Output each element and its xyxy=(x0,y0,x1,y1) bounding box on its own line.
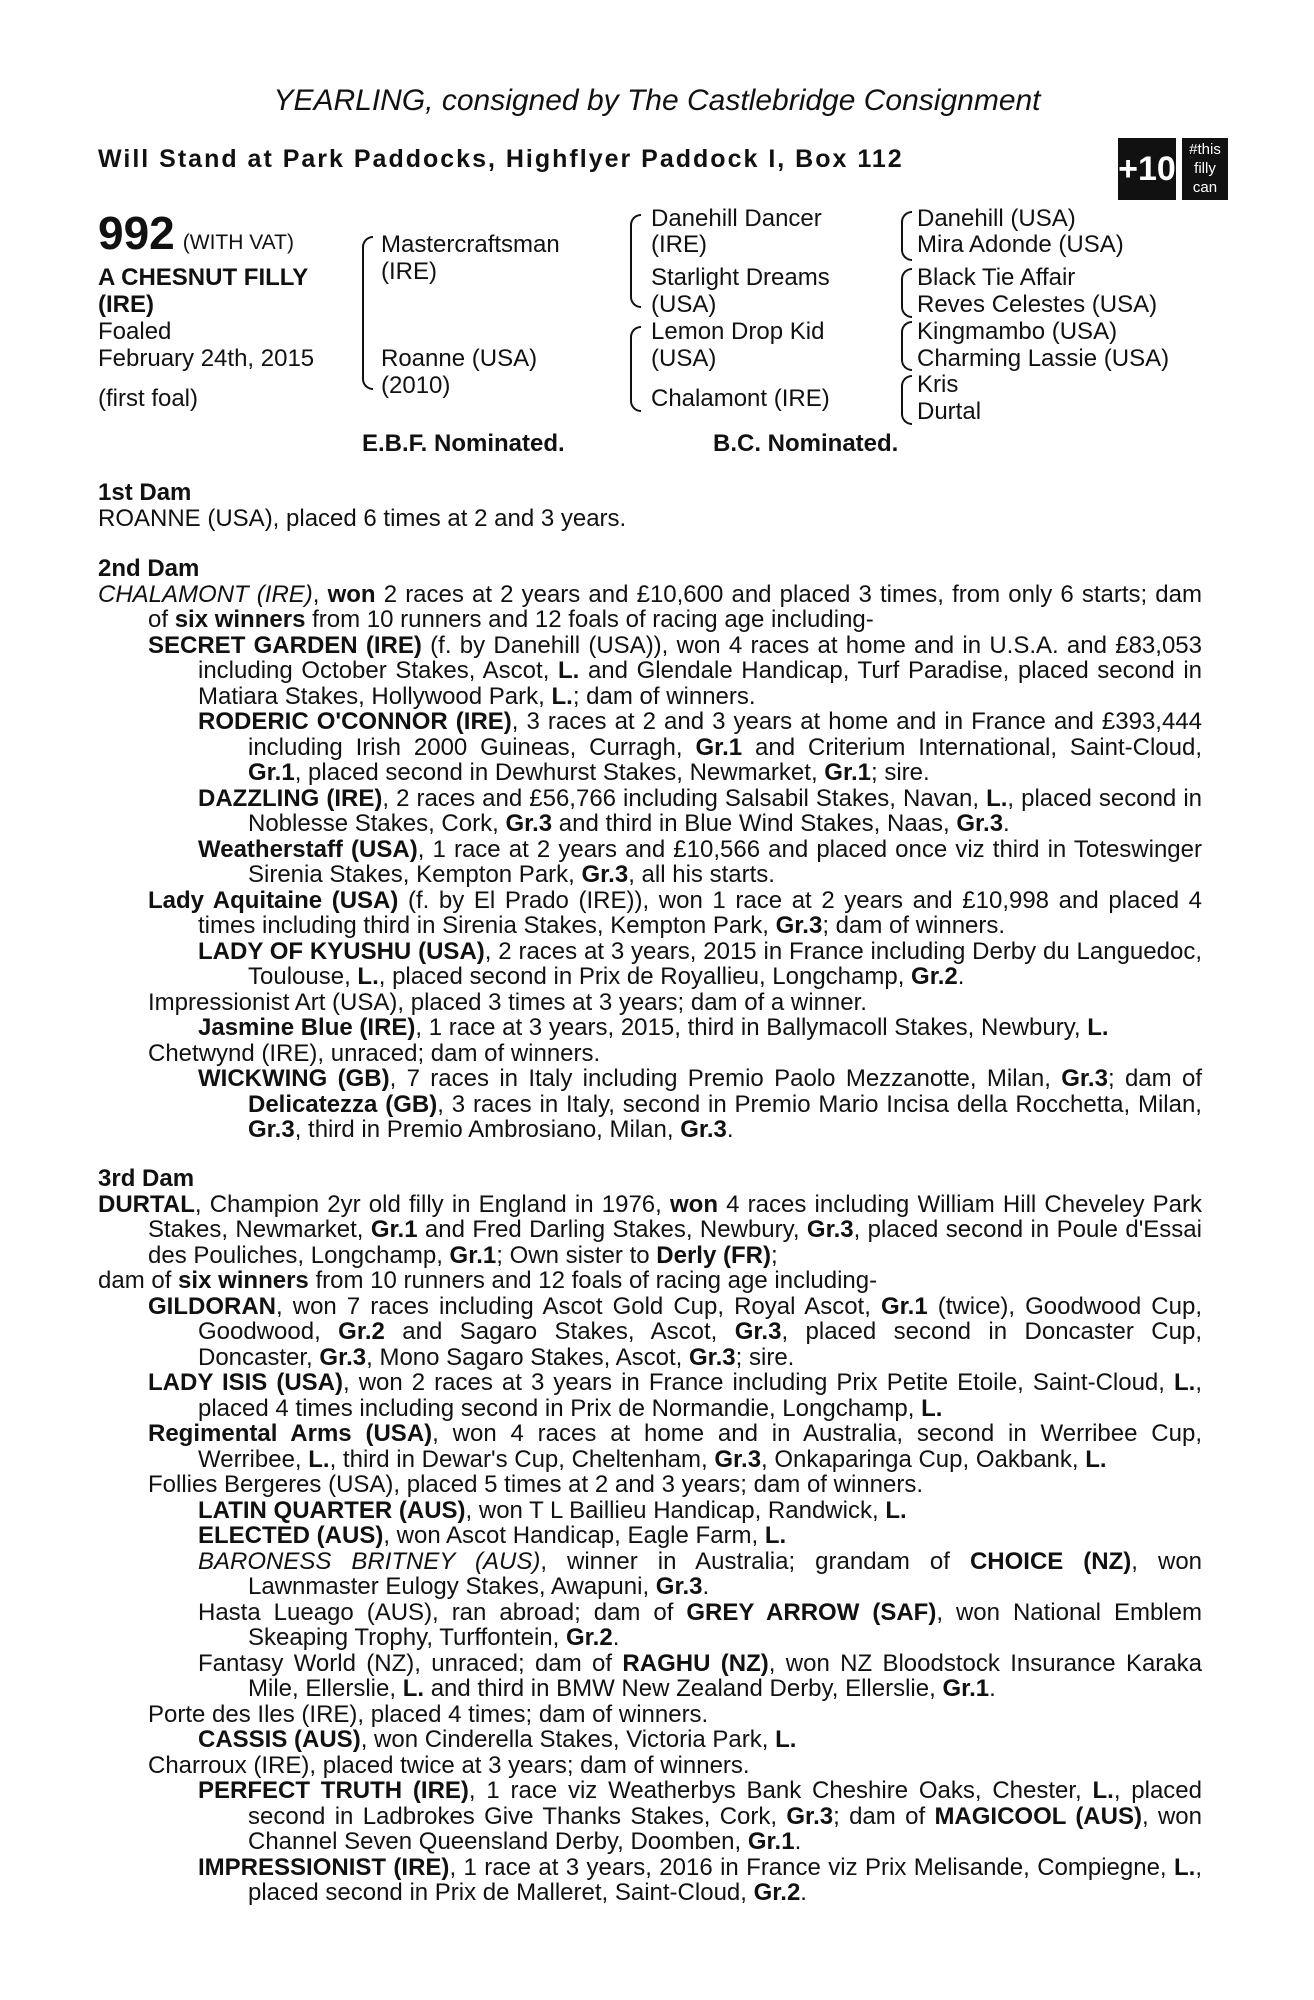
first-dam-text: ROANNE (USA), placed 6 times at 2 and 3 years. xyxy=(98,504,627,532)
third-dam-entry-text: L. xyxy=(308,1445,330,1473)
third-dam-entry-text: Fantasy World (NZ), unraced; dam of xyxy=(198,1649,623,1677)
third-dam-entry-text: MAGICOOL (AUS) xyxy=(934,1802,1142,1830)
third-dam-entry-text: 4 races including William Hill Cheveley Park Stakes, Newmarket, xyxy=(148,1190,1203,1243)
second-dam-entry xyxy=(98,633,1202,710)
hashtag-line-1: #this xyxy=(1189,141,1221,158)
second-dam-entry-text: Gr.3 xyxy=(581,861,629,888)
third-dam-entry-text: , Onkaparinga Cup, Oakbank, xyxy=(761,1445,1086,1473)
dam-year: (2010) xyxy=(381,372,451,399)
third-dam-entry-text: GILDORAN xyxy=(148,1292,276,1320)
gg-4a: Kris xyxy=(917,371,959,398)
third-dam-entry-text: LADY ISIS (USA) xyxy=(148,1369,343,1396)
second-dam-entry-text: Jasmine Blue (IRE) xyxy=(198,1014,416,1041)
second-dam-entry xyxy=(98,939,1202,990)
sire-dam-name: Starlight Dreams xyxy=(651,264,830,291)
second-dam-entry-text: , 3 races at 2 and 3 years at home and in France and £393,444 including Irish 2000 Guineas, Curragh, xyxy=(248,708,1203,761)
third-dam-entry-text: Porte des Iles (IRE), placed 4 times; dam of winners. xyxy=(148,1700,709,1728)
second-dam-entry-text: and third in Blue Wind Stakes, Naas, xyxy=(552,810,957,837)
stand-location: Will Stand at Park Paddocks, Highflyer Paddock I, Box 112 xyxy=(98,145,904,173)
third-dam-entry-text: , won Lawnmaster Eulogy Stakes, Awapuni, xyxy=(248,1547,1203,1600)
second-dam-entry-text: , xyxy=(312,580,320,608)
hashtag-line-2: filly xyxy=(1194,160,1216,177)
third-dam-entry-text: Charroux (IRE), placed twice at 3 years; dam of winners. xyxy=(148,1751,750,1779)
third-dam-entry-text: L. xyxy=(1174,1369,1196,1396)
second-dam-heading: 2nd Dam xyxy=(98,555,200,582)
third-dam-entry-text: ; Own sister to xyxy=(496,1241,657,1269)
second-dam-entry-text: L. xyxy=(558,657,580,684)
third-dam-entry-text: . xyxy=(800,1879,807,1906)
gg-brace-4 xyxy=(901,375,912,425)
third-dam-entry-text: L. xyxy=(1092,1777,1114,1804)
second-dam-entry-text: Gr.1 xyxy=(248,759,295,786)
first-dam-section xyxy=(98,480,1202,531)
third-dam-entry xyxy=(98,1727,1202,1753)
second-dam-entry-text: , 7 races in Italy including Premio Paolo Mezzanotte, Milan, xyxy=(389,1065,1062,1092)
third-dam-entry-text: , won NZ Bloodstock Insurance Karaka Mile, Ellerslie, xyxy=(248,1649,1202,1702)
third-dam-entry xyxy=(98,1549,1202,1600)
third-dam-entry-text: , 1 race at 3 years, 2016 in France viz Prix Melisande, Compiegne, xyxy=(449,1853,1175,1881)
third-dam-entry-text: Follies Bergeres (USA), placed 5 times at 2 and 3 years; dam of winners. xyxy=(148,1471,924,1498)
second-dam-entry xyxy=(98,990,1202,1016)
second-dam-entry-text: L. xyxy=(1087,1014,1109,1041)
gg-3b: Charming Lassie (USA) xyxy=(917,345,1170,372)
second-dam-entry-text: RODERIC O'CONNOR (IRE) xyxy=(198,708,512,735)
page-header: YEARLING, consigned by The Castlebridge Consignment xyxy=(273,84,1041,117)
third-dam-entry-text: Gr.1 xyxy=(449,1241,497,1269)
third-dam-entry-text: won xyxy=(670,1190,718,1218)
second-dam-entry-text: DAZZLING (IRE) xyxy=(198,784,383,812)
third-dam-entry-text: , placed 4 times including second in Prix de Normandie, Longchamp, xyxy=(198,1369,1202,1422)
second-dam-entry-text: (f. by Danehill (USA)), won 4 races at home and in U.S.A. and £83,053 including October Stakes, Ascot, xyxy=(198,631,1202,684)
gg-2a: Black Tie Affair xyxy=(917,264,1076,291)
second-dam-entry xyxy=(98,786,1202,837)
third-dam-entry-text: Hasta Lueago (AUS), ran abroad; dam of xyxy=(198,1598,687,1626)
third-dam-entry xyxy=(98,1472,1202,1498)
second-dam-entry-text: . xyxy=(957,963,965,990)
gg-1b: Mira Adonde (USA) xyxy=(917,231,1124,258)
second-dam-entry-text: (f. by El Prado (IRE)), won 1 race at 2 years and £10,998 and placed 4 times including third in Sirenia Stakes, Kempton Park, xyxy=(198,886,1203,939)
foaled-label: Foaled xyxy=(98,318,172,345)
foaled-date: February 24th, 2015 xyxy=(98,345,315,372)
third-dam-entry-text: Gr.3 xyxy=(786,1802,834,1830)
second-dam-entry-text: Gr.1 xyxy=(824,759,871,786)
second-dam-entry-text: Impressionist Art (USA), placed 3 times at 3 years; dam of a winner. xyxy=(148,988,867,1016)
third-dam-entry-text: Gr.2 xyxy=(338,1318,385,1345)
third-dam-entry-text: CASSIS (AUS) xyxy=(198,1726,361,1753)
third-dam-entry-text: six winners xyxy=(178,1267,309,1294)
third-dam-entry-text: L. xyxy=(775,1726,797,1753)
second-dam-entry-text: L. xyxy=(986,784,1008,812)
third-dam-entry-text: , placed second in Poule d'Essai des Pouliches, Longchamp, xyxy=(148,1216,1202,1269)
third-dam-entry-text: (twice), Goodwood Cup, Goodwood, xyxy=(198,1292,1202,1345)
third-dam-entry xyxy=(98,1421,1202,1472)
third-dam-entry xyxy=(98,1370,1202,1421)
third-dam-entry xyxy=(98,1753,1202,1779)
pedigree-brace-main xyxy=(362,236,373,390)
third-dam-entry-text: Gr.1 xyxy=(747,1828,795,1855)
third-dam-entry-text: from 10 runners and 12 foals of racing age including- xyxy=(308,1267,878,1294)
third-dam-entry-text: Gr.3 xyxy=(319,1343,367,1371)
sire-dam-origin: (USA) xyxy=(651,291,717,318)
third-dam-entry-text: Gr.3 xyxy=(655,1573,703,1600)
pedigree-brace-sire xyxy=(630,214,641,308)
second-dam-entry-text: , 2 races at 3 years, 2015 in France including Derby du Languedoc, Toulouse, xyxy=(248,937,1202,990)
third-dam-entry-text: IMPRESSIONIST (IRE) xyxy=(198,1853,450,1881)
second-dam-entry-text: SECRET GARDEN (IRE) xyxy=(148,631,422,659)
third-dam-entry-text: and Fred Darling Stakes, Newbury, xyxy=(417,1216,807,1243)
second-dam-entry-text: Gr.3 xyxy=(775,912,823,939)
third-dam-entry xyxy=(98,1600,1202,1651)
third-dam-entry xyxy=(98,1855,1202,1906)
dam-sire-origin: (USA) xyxy=(651,345,717,372)
second-dam-entry xyxy=(98,837,1202,888)
second-dam-entry-text: Weatherstaff (USA) xyxy=(198,835,418,863)
second-dam-entry-text: Lady Aquitaine (USA) xyxy=(148,886,399,914)
third-dam-entry-text: . xyxy=(989,1675,996,1702)
third-dam-entry-text: , won Ascot Handicap, Eagle Farm, xyxy=(383,1522,765,1549)
gg-4b: Durtal xyxy=(917,398,982,425)
second-dam-entry-text: L. xyxy=(357,963,379,990)
second-dam-entry-text: Gr.3 xyxy=(956,810,1004,837)
pedigree-brace-dam xyxy=(630,326,641,412)
dam-sire-name: Lemon Drop Kid xyxy=(651,318,825,345)
dam-dam-name: Chalamont (IRE) xyxy=(651,385,830,412)
second-dam-entry-text: , placed second in Noblesse Stakes, Cork, xyxy=(248,784,1203,837)
lot-number-line xyxy=(98,206,294,260)
second-dam-entry-text: , 3 races in Italy, second in Premio Mario Incisa della Rocchetta, Milan, xyxy=(437,1090,1202,1118)
third-dam-entry-text: GREY ARROW (SAF) xyxy=(686,1598,937,1626)
third-dam-entry-text: , won T L Baillieu Handicap, Randwick, xyxy=(465,1496,886,1524)
second-dam-entry xyxy=(98,709,1202,786)
second-dam-entry-text: , placed second in Dewhurst Stakes, Newmarket, xyxy=(294,759,825,786)
second-dam-entry-text: six winners xyxy=(174,606,306,633)
second-dam-entry xyxy=(98,888,1202,939)
lot-title: A CHESNUT FILLY xyxy=(98,264,309,291)
third-dam-entry-text: , won 2 races at 3 years in France including Prix Petite Etoile, Saint-Cloud, xyxy=(343,1369,1174,1396)
sire-sire-name: Danehill Dancer xyxy=(651,205,822,232)
ten-logo xyxy=(1118,138,1228,200)
second-dam-entry-text: LADY OF KYUSHU (USA) xyxy=(198,937,485,965)
third-dam-entry-text: , won 4 races at home and in Australia, second in Werribee Cup, Werribee, xyxy=(198,1420,1203,1473)
third-dam-entry-text: , third in Dewar's Cup, Cheltenham, xyxy=(329,1445,715,1473)
third-dam-entry-text: LATIN QUARTER (AUS) xyxy=(198,1496,466,1524)
second-dam-entry-text: 2 races at 2 years and £10,600 and placed 3 times, from only 6 starts; dam of xyxy=(148,580,1202,633)
ebf-nominated: E.B.F. Nominated. xyxy=(362,430,565,457)
second-dam-entry-text: Gr.3 xyxy=(680,1116,727,1143)
hashtag-line-3: can xyxy=(1192,179,1218,196)
sire-name: Mastercraftsman xyxy=(381,231,560,258)
second-dam-entry-text: ; sire. xyxy=(870,759,930,786)
third-dam-entry xyxy=(98,1294,1202,1371)
third-dam-entry-text: L. xyxy=(764,1522,787,1549)
third-dam-entry-text: and Sagaro Stakes, Ascot, xyxy=(384,1318,735,1345)
third-dam-entry-text: dam of xyxy=(98,1267,179,1294)
second-dam-entry-text: Gr.1 xyxy=(695,733,743,761)
second-dam-entry-text: CHALAMONT (IRE) xyxy=(98,580,313,608)
third-dam-section xyxy=(98,1166,1202,1906)
second-dam-entry xyxy=(98,582,1202,633)
second-dam-entry-text: Chetwynd (IRE), unraced; dam of winners. xyxy=(148,1039,601,1067)
second-dam-entry-text: , all his starts. xyxy=(628,861,775,888)
third-dam-entry-text: Gr.3 xyxy=(714,1445,762,1473)
hashtag-mark xyxy=(1182,138,1228,200)
dam-name: Roanne (USA) xyxy=(381,345,538,372)
third-dam-entry-text: , won 7 races including Ascot Gold Cup, Royal Ascot, xyxy=(276,1292,881,1320)
second-dam-entry-text: Delicatezza (GB) xyxy=(248,1090,438,1118)
second-dam-entry-text: , placed second in Prix de Royallieu, Longchamp, xyxy=(378,963,912,990)
third-dam-entry-text: , placed second in Doncaster Cup, Doncaster, xyxy=(198,1318,1202,1371)
second-dam-entry-text: from 10 runners and 12 foals of racing age including- xyxy=(305,606,874,633)
sire-sire-origin: (IRE) xyxy=(651,231,707,258)
second-dam-entry-text: , 1 race at 2 years and £10,566 and placed once viz third in Toteswinger Sirenia Stakes, Kempton Park, xyxy=(248,835,1202,888)
second-dam-entry-text: , third in Premio Ambrosiano, Milan, xyxy=(294,1116,681,1143)
second-dam-entry-text: won xyxy=(319,580,376,608)
second-dam-entry-text: Gr.3 xyxy=(248,1116,295,1143)
second-dam-section xyxy=(98,556,1202,1143)
second-dam-entry-text: . xyxy=(1003,810,1010,837)
third-dam-entry-text: , placed second in Ladbrokes Give Thanks Stakes, Cork, xyxy=(248,1777,1202,1830)
gg-brace-3 xyxy=(901,321,912,371)
third-dam-entry-text: ELECTED (AUS) xyxy=(198,1522,384,1549)
second-dam-entry-text: . xyxy=(726,1116,734,1143)
third-dam-entry-text: L. xyxy=(1174,1853,1196,1881)
third-dam-entry-text: Derly (FR) xyxy=(656,1241,771,1269)
sire-origin: (IRE) xyxy=(381,258,437,285)
second-dam-entry-text: Gr.2 xyxy=(911,963,958,990)
third-dam-entry-text: . xyxy=(794,1828,802,1855)
second-dam-entry-text: WICKWING (GB) xyxy=(198,1065,390,1092)
gg-1a: Danehill (USA) xyxy=(917,205,1076,232)
second-dam-entry-text: Gr.3 xyxy=(505,810,553,837)
third-dam-entry xyxy=(98,1498,1202,1524)
third-dam-entry-text: Gr.3 xyxy=(734,1318,782,1345)
third-dam-entry-text: PERFECT TRUTH (IRE) xyxy=(198,1777,469,1804)
third-dam-entry-text: Regimental Arms (USA) xyxy=(148,1420,433,1447)
third-dam-entry-text: L. xyxy=(885,1496,907,1524)
second-dam-entry-text: Gr.3 xyxy=(1061,1065,1108,1092)
gg-3a: Kingmambo (USA) xyxy=(917,318,1118,345)
third-dam-entry-text: L. xyxy=(921,1394,943,1422)
second-dam-entry xyxy=(98,1041,1202,1067)
second-dam-entry-text: and Criterium International, Saint-Cloud, xyxy=(742,733,1202,761)
third-dam-entry xyxy=(98,1702,1202,1728)
third-dam-entry-text: , Champion 2yr old filly in England in 1976, xyxy=(194,1190,670,1218)
third-dam-entry-text: ; dam of xyxy=(833,1802,935,1830)
third-dam-entry xyxy=(98,1651,1202,1702)
third-dam-entry-text: Gr.3 xyxy=(806,1216,854,1243)
second-dam-entry-text: L. xyxy=(551,682,573,710)
bc-nominated: B.C. Nominated. xyxy=(713,430,899,457)
second-dam-paras xyxy=(98,582,1202,1143)
third-dam-entry-text: CHOICE (NZ) xyxy=(969,1547,1132,1575)
third-dam-entry-text: RAGHU (NZ) xyxy=(622,1649,769,1677)
third-dam-entry-text: , Mono Sagaro Stakes, Ascot, xyxy=(366,1343,689,1371)
second-dam-entry-text: ; dam of winners. xyxy=(572,682,756,710)
third-dam-entry-text: ; xyxy=(770,1241,778,1269)
third-dam-paras xyxy=(98,1192,1202,1906)
second-dam-entry xyxy=(98,1015,1202,1041)
third-dam-entry-text: Gr.2 xyxy=(753,1879,801,1906)
gg-2b: Reves Celestes (USA) xyxy=(917,291,1158,318)
third-dam-entry-text: and third in BMW New Zealand Derby, Ellerslie, xyxy=(424,1675,943,1702)
third-dam-entry-text: Gr.2 xyxy=(565,1624,613,1651)
third-dam-entry-text: L. xyxy=(402,1675,425,1702)
second-dam-entry-text: , 2 races and £56,766 including Salsabil Stakes, Navan, xyxy=(382,784,987,812)
third-dam-entry-text: , winner in Australia; grandam of xyxy=(540,1547,970,1575)
lot-title-origin: (IRE) xyxy=(98,291,154,318)
third-dam-entry-text: , won Channel Seven Queensland Derby, Doomben, xyxy=(248,1802,1202,1855)
third-dam-entry xyxy=(98,1523,1202,1549)
gg-brace-2 xyxy=(901,268,912,318)
third-dam-entry xyxy=(98,1192,1202,1269)
third-dam-entry-text: , won National Emblem Skeaping Trophy, Turffontein, xyxy=(248,1598,1202,1651)
third-dam-entry-text: BARONESS BRITNEY (AUS) xyxy=(198,1547,541,1575)
third-dam-entry-text: Gr.1 xyxy=(880,1292,928,1320)
third-dam-entry-text: . xyxy=(612,1624,620,1651)
lot-vat: (WITH VAT) xyxy=(182,231,294,254)
ten-mark: +10 xyxy=(1118,138,1176,200)
first-dam-heading: 1st Dam xyxy=(98,479,192,506)
lot-number: 992 xyxy=(98,207,175,259)
third-dam-heading: 3rd Dam xyxy=(98,1165,195,1192)
third-dam-entry-text: , 1 race viz Weatherbys Bank Cheshire Oaks, Chester, xyxy=(468,1777,1093,1804)
third-dam-entry xyxy=(98,1268,1202,1294)
second-dam-entry-text: ; dam of xyxy=(1107,1065,1202,1092)
third-dam-entry-text: L. xyxy=(1085,1445,1107,1473)
second-dam-entry-text: and Glendale Handicap, Turf Paradise, placed second in Matiara Stakes, Hollywood Park, xyxy=(198,657,1202,710)
gg-brace-1 xyxy=(901,211,912,261)
third-dam-entry-text: Gr.1 xyxy=(370,1216,418,1243)
third-dam-entry-text: , won Cinderella Stakes, Victoria Park, xyxy=(360,1726,776,1753)
foal-note: (first foal) xyxy=(98,385,199,412)
second-dam-entry-text: , 1 race at 3 years, 2015, third in Ballymacoll Stakes, Newbury, xyxy=(415,1014,1088,1041)
third-dam-entry-text: Gr.1 xyxy=(942,1675,990,1702)
third-dam-entry-text: DURTAL xyxy=(98,1190,195,1218)
third-dam-entry xyxy=(98,1778,1202,1855)
second-dam-entry-text: ; dam of winners. xyxy=(822,912,1006,939)
third-dam-entry-text: . xyxy=(702,1573,710,1600)
second-dam-entry xyxy=(98,1066,1202,1143)
third-dam-entry-text: , placed second in Prix de Malleret, Saint-Cloud, xyxy=(248,1853,1203,1906)
third-dam-entry-text: ; sire. xyxy=(735,1343,795,1371)
third-dam-entry-text: Gr.3 xyxy=(688,1343,736,1371)
